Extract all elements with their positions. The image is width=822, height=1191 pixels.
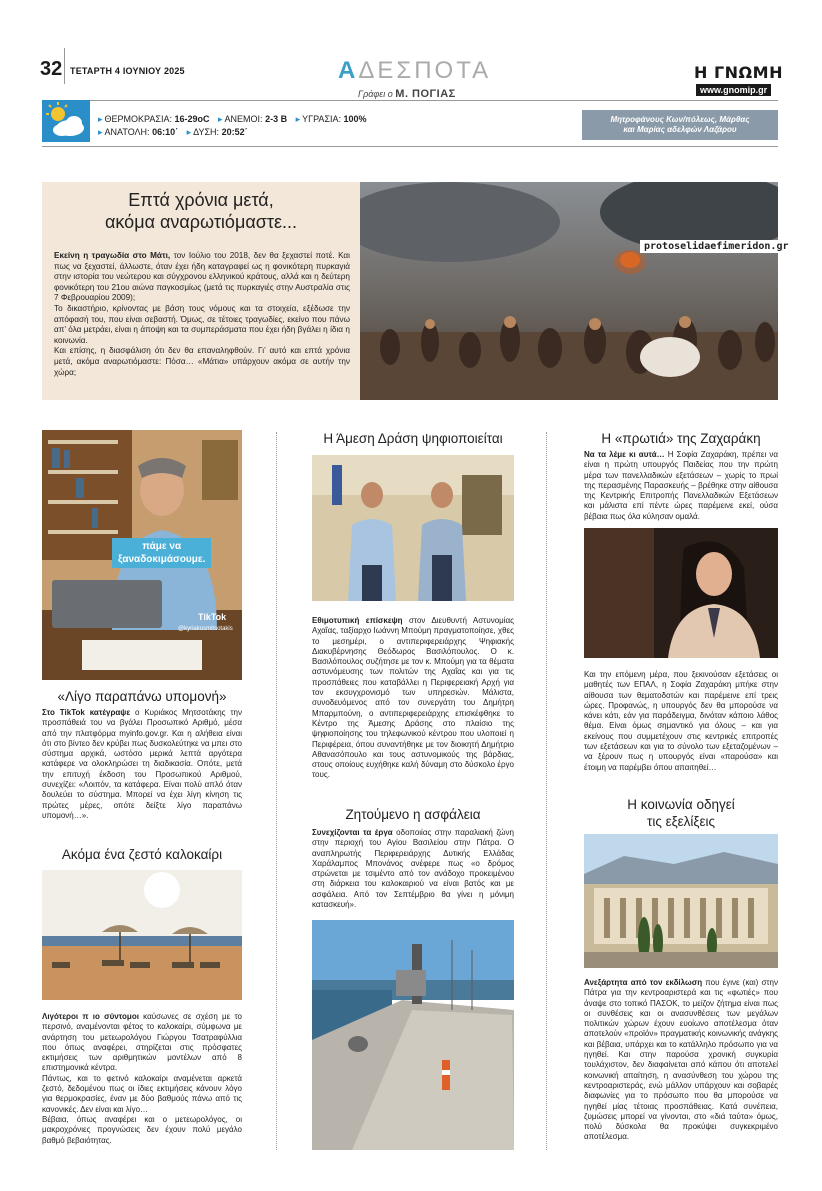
zacharaki-photo	[584, 528, 778, 658]
tiktok-label: TikTok	[198, 612, 227, 622]
parliament-photo	[584, 834, 778, 968]
humidity: ▸ ΥΓΡΑΣΙΑ: 100%	[296, 114, 367, 124]
weather-row-2	[98, 127, 254, 138]
page-number: 32	[40, 58, 63, 80]
lead-body: Εκείνη η τραγωδία στο Μάτι, τον Ιούλιο του 2018, δεν θα ξεχαστεί ποτέ. Και πως να ξεχαστεί, άλλωστε, όταν έχει ήδη καταγραφεί ως η φονικότερη πυρκαγιά στην ιστορία του νεώτερου και σύγχρονου ελληνικού κράτους, αλλά και η δεύτερη φονικότερη του 21ου αιώνα παγκοσμίως (μετά τις πυρκαγιές στην Αυστραλία στις 7 Φεβρουαρίου 2009); Το δικαστήριο, κρίνοντας με βάση τους νόμους και τα στοιχεία, εξέδωσε την απόφασή του, που είναι σεβαστή. Όμως, σε τέτοιες τραγωδίες, εκείνο που πάνω απ’ όλα μετράει, είναι η άποψη και τα συμπεράσματα που έχει ήδη βγάλει η ίδια η κοινωνία. Και επίσης, η διασφάλιση ότι δεν θα επαναληφθούν. Γι’ αυτό και επτά χρόνια μετά, ακόμα αναρωτιόμαστε: Πόσα… «Μάτια» υπάρχουν ακόμα σε αυτήν την χώρα;	[54, 251, 350, 377]
newspaper-logo: Η ΓΝΩΜΗ	[694, 63, 783, 82]
temperature: ▸ ΘΕΡΜΟΚΡΑΣΙΑ: 16-29οC	[98, 114, 210, 124]
site-url[interactable]: www.gnomip.gr	[696, 84, 771, 96]
watermark: protoselidaefimeridon.gr	[640, 240, 793, 253]
article-body-society: Ανεξάρτητα από τον εκδίλωση που έγινε (και) στην Πάτρα για την κεντροαριστερά και τις «φωτιές» που άναψε στο τοπικό ΠΑΣΟΚ, το μείζον ζήτημα είναι πως οι συνθέσεις και οι ανασυνθέσεις των μεγάλων πολιτικών χώρων έχουν ευοίωνο αποτέλεσμα όταν αποτελούν «προϊόν» πραγματικής κοινωνικής ανάγκης και βέβαια, υπάρχει και το κατάλληλο πρόσωπο για να ηγηθεί. Και στην παρούσα χρονική συγκυρία τουλάχιστον, δεν διαφαίνεται από κάπου ότι αποτελεί κοινωνική απαίτηση, η ανασύνθεση του χώρου της κεντροαριστεράς, ενώ μάλλον υπάρχουν και σοβαρές διαφωνίες για το πρόσωπο που θα μπορούσε να ηγηθεί μίας τέτοιας προσπάθειας. Κατά συνέπεια, ζυμώσεις μπορεί να γίνονται, στο «διά ταύτα» όμως, πολύ δύσκολα θα προκύψει συγκεκριμένο αποτέλεσμα.	[584, 978, 778, 1142]
section-title	[338, 58, 491, 84]
article-body-zacharaki-1: Να τα λέμε κι αυτά… Η Σοφία Ζαχαράκη, πρέπει να είναι η πρώτη υπουργός Παιδείας που την πρώτη μέρα των πανελλαδικών εξετάσεων – χωρίς το πρωί της περασμένης Παρασκευής – βρέθηκε στην αίθουσα της Κεντρικής Επιτροπής Πανελλαδικών Εξετάσεων και μάλιστα επί πέντε ώρες παρέμεινε εκεί, ούσα βέβαια πως όλα κύλησαν ομαλά.	[584, 450, 779, 521]
article-title-direct-action: Η Άμεση Δράση ψηφιοποιείται	[323, 431, 503, 446]
wind: ▸ ΑΝΕΜΟΙ: 2-3 Β	[218, 114, 287, 124]
police-meeting-photo	[312, 455, 514, 601]
lead-headline: Επτά χρόνια μετά, ακόμα αναρωτιόμαστε...	[105, 190, 297, 232]
section-initial: Α	[338, 57, 359, 84]
byline-author: Μ. ΠΟΓΙΑΣ	[395, 88, 456, 100]
article-body-summer: Λιγότεροι π ιο σύντομοι καύσωνες σε σχέση με το περσινό, αναμένονται φέτος το καλοκαίρι, σύμφωνα με ανάρτηση του μετεωρολόγου Γιώργου Τσατραφύλλια που όπως αναφέρει, στηρίζεται στις πρόσφατες εκτιμήσεις των αριθμητικών μοντέλων από 8 επιστημονικά κέντρα. Πάντως, και το φετινό καλοκαίρι αναμένεται αρκετά ζεστό, δεδομένου πως οι ίδιες εκτιμήσεις κάνουν λόγο για θερμοκρασίες, έναν με δύο βαθμούς πάνω από τις κανονικές. Δεν είναι και λίγο… Βέβαια, όπως αναφέρει και ο μετεωρολόγος, οι μακροχρόνιες προγνώσεις δεν έχουν πολύ μεγάλο βαθμό βεβαιότητας.	[42, 1012, 242, 1145]
article-body-zacharaki-2: Και την επόμενη μέρα, που ξεκινούσαν εξετάσεις οι μαθητές των ΕΠΑΛ, η Σοφία Ζαχαράκη μπήκε στην αίθουσα των θεματοδοτών και παρέμεινε επί τρεις ώρες. Προφανώς, η υπουργός δεν θα μπορούσε να κάνει κάτι, εάν για παράδειγμα, δινόταν κάποιο λάθος θέμα. Είναι όμως σημαντικό για όλους – και για εκείνους που συμμετέχουν στις κεντρικές επιτροπές των εξετάσεων και για το σύνολο των εξεταζομένων – να ξέρουν πως η υπουργός είναι «παρούσα» και έτοιμη να παρέμβει όπου απαιτηθεί…	[584, 670, 778, 772]
article-body-patience: Στο TikTok κατέγραψε ο Κυριάκος Μητσοτάκης την προσπάθειά του να βγάλει Προσωπικό Αριθμό, μέσα από την πλατφόρμα myinfo.gov.gr. Και η αλήθεια είναι ότι στο βίντεο δεν κρύβει πως δυσκολεύτηκε να μπει στο σύστημα αρχικά, ωστόσο μερικά λεπτά αργότερα κατάφερε να ολοκληρώσει τη διαδικασία. Οπότε, μετά την επιτυχή έκδοση του Προσωπικού Αριθμού, συνεχίζει: «Λοιπόν, τα κατάφερα. Είναι πολύ απλό όταν δουλεύει το σύστημα. Μπορεί να έχει λίγη κίνηση τις πρώτες μέρες, οπότε δείξτε λίγο παραπάνω υπομονή…».	[42, 708, 242, 820]
column-divider	[276, 432, 278, 1150]
sunrise: ▸ ΑΝΑΤΟΛΗ: 06:10΄	[98, 127, 178, 137]
tiktok-user: @kyriakosmitsotakis	[178, 626, 233, 632]
tiktok-caption: πάμε να ξαναδοκιμάσουμε.	[112, 538, 211, 568]
article-title-society: Η κοινωνία οδηγεί τις εξελίξεις	[627, 797, 735, 829]
weather-row-1	[98, 114, 373, 125]
article-title-summer: Ακόμα ένα ζεστό καλοκαίρι	[61, 847, 223, 862]
weather-icon	[42, 100, 90, 142]
article-body-direct-action: Εθιμοτυπική επίσκεψη στον Διευθυντή Αστυνομίας Αχαΐας, ταξίαρχο Ιωάννη Μπούμη πραγματοποίησε, χθες το μεσημέρι, ο αντιπεριφερειάρχης Ψηφιακής Διακυβέρνησης Θεόδωρος Βασιλόπουλος. Ο κ. Βασιλόπουλος συζήτησε με τον κ. Μπούμη για τα θέματα αστυνόμευσης των πολιτών της Αχαΐας και για τις προσπάθειες που καταβάλλει η Περιφερειακή Αρχή για τον εκσυγχρονισμό των υπηρεσιών. Μάλιστα, συνοδευόμενος από τον συνεργάτη του Δημήτρη Μπαρμπούνη, ο αντιπεριφερειάρχης επισκέφθηκε το Κέντρο της Άμεσης Δράσης στο πλαίσιο της ψηφιοποίησης του τηλεφωνικού κέντρου που υλοποιεί η Περιφέρεια, όπου συναντήθηκε με τον διοικητή Δημήτριο Αθανασόπουλο και τους αστυνομικούς της βάρδιας, στους οποίους ευχήθηκε καλή δύναμη στο δύσκολο έργο τους.	[312, 616, 515, 780]
lead-photo-fire	[360, 182, 778, 400]
saints-of-day: Μητροφάνους Κων/πόλεως, Μάρθας και Μαρίας αδελφών Λαζάρου	[582, 110, 778, 140]
byline: Γράφει ο Μ. ΠΟΓΙΑΣ	[358, 88, 456, 100]
article-title-zacharaki: Η «πρωτιά» της Ζαχαράκη	[601, 431, 761, 446]
header-rule	[42, 100, 778, 101]
sunset: ▸ ΔΥΣΗ: 20:52΄	[187, 127, 248, 137]
beach-photo	[42, 870, 242, 1000]
article-body-safety: Συνεχίζονται τα έργα οδοποιίας στην παραλιακή ζώνη στην περιοχή του Αγίου Βασιλείου στην Πάτρα. Ο αναπληρωτής Περιφερειάρχης Δυτικής Ελλάδας Χαράλαμπος Μπονάνος ανέφερε πως «ο δρόμος στρώνεται με τσιμέντο από τον ανάδοχο προκειμένου στη διάρκεια του καλοκαιριού να είναι βατός και με ασφάλεια. Από τον Σεπτέμβριο θα γίνει η μόνιμη κατασκευή».	[312, 828, 514, 910]
issue-date: ΤΕΤΑΡΤΗ 4 ΙΟΥΝΙΟΥ 2025	[70, 66, 185, 76]
header-divider	[64, 48, 65, 84]
column-divider	[546, 432, 548, 1150]
section-title-rest: ΔΕΣΠΟΤΑ	[358, 57, 492, 84]
article-title-safety: Ζητούμενο η ασφάλεια	[345, 807, 481, 822]
road-works-photo	[312, 920, 514, 1150]
article-title-patience: «Λίγο παραπάνω υπομονή»	[57, 689, 227, 704]
weather-rule	[42, 146, 778, 147]
